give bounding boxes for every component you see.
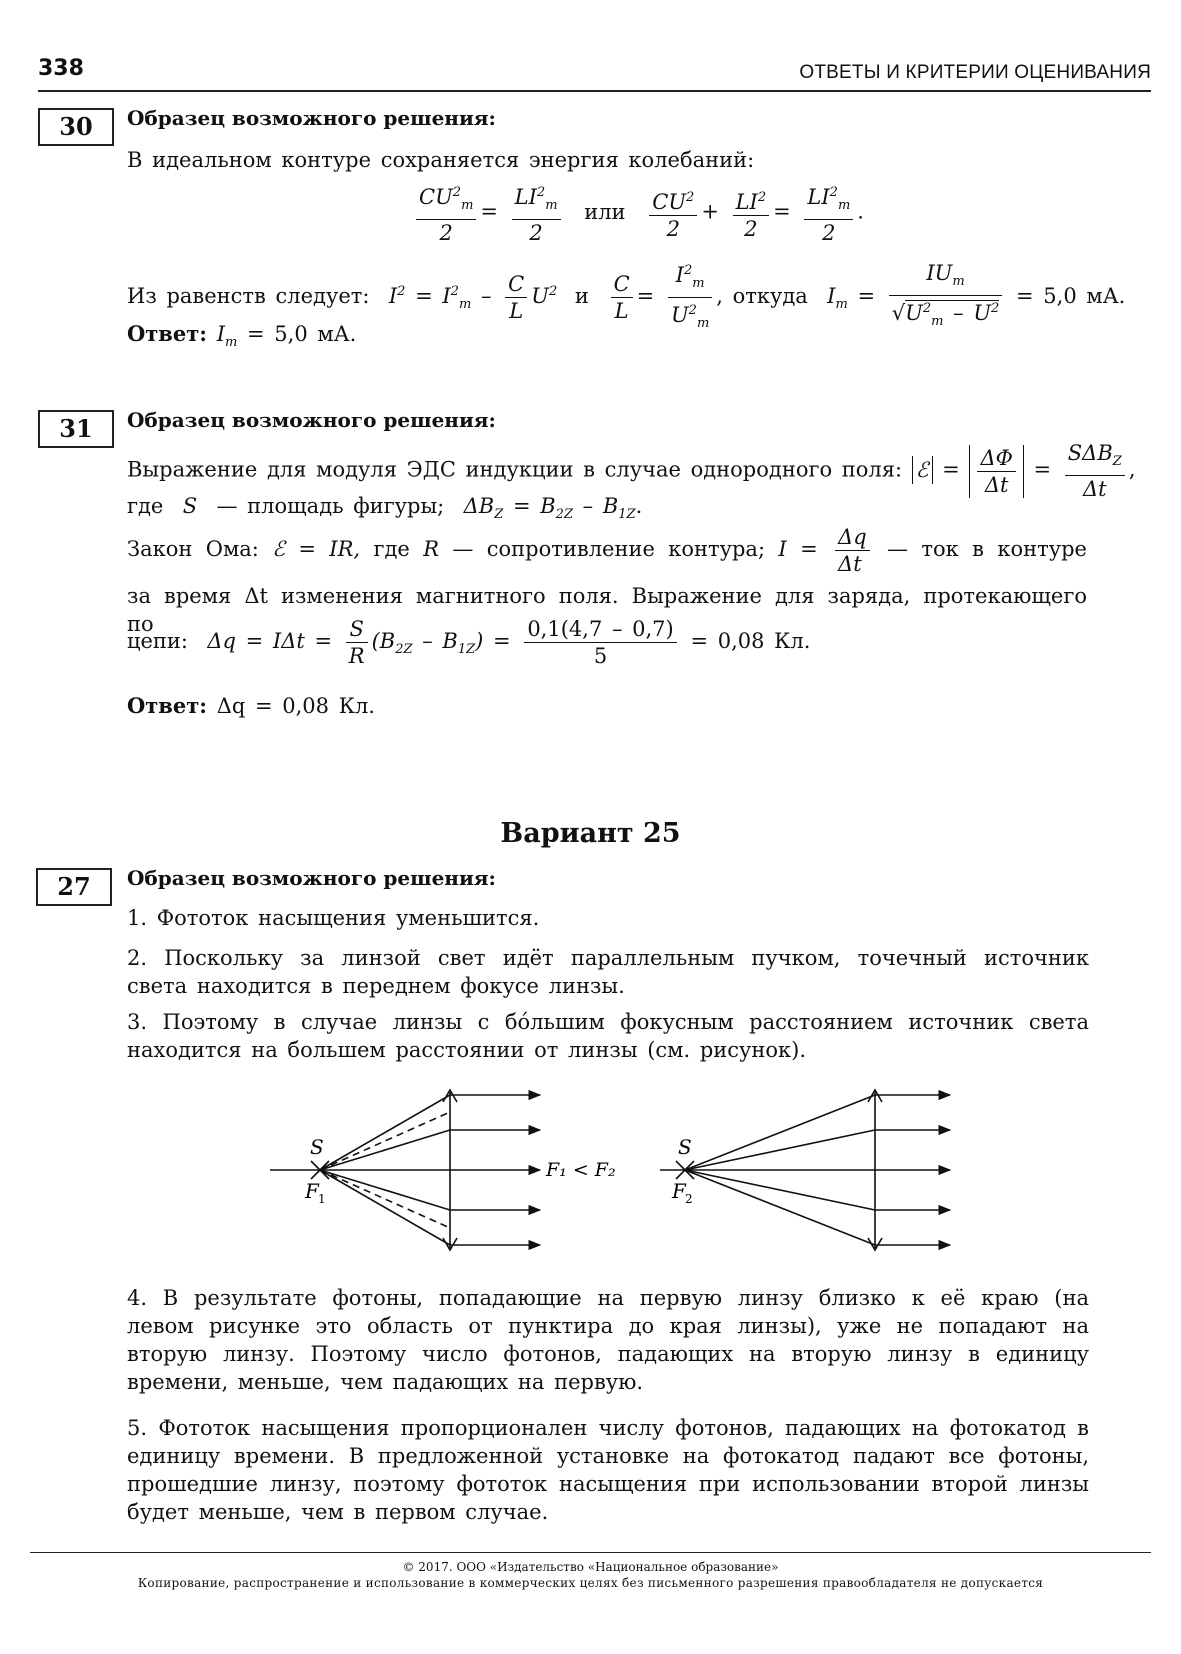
left-dashed-ray-1 <box>320 1112 450 1170</box>
q30-and: и <box>574 284 589 309</box>
q31-line2-a: где <box>127 494 164 518</box>
lens-diagram <box>250 1070 1010 1270</box>
q31-ohm-line: Закон Ома: ℰ = IR, где R — сопротивление контура; I = $\frac{\Delta q}{\Delta t}$ — ток в контуре <box>127 525 1087 576</box>
q31-ohm-a: Закон Ома: <box>127 537 259 561</box>
variant-title: Вариант 25 <box>500 818 681 849</box>
q31-ohm-c: — сопротивление контура; <box>452 537 766 561</box>
q31-ohm-d: — ток в контуре <box>887 537 1087 561</box>
q27-p5: 5. Фототок насыщения пропорционален числу фотонов, падающих на фотокатод в единицу времени. В предложенной установке на фотокатод падают все фотоны, прошедшие линзу, поэтому фототок насыщения при использовании второй линзы будет меньше, чем в первом случае. <box>127 1416 1089 1524</box>
q27-p2: 2. Поскольку за линзой свет идёт параллельным пучком, точечный источник света находится в переднем фокусе линзы. <box>127 946 1089 998</box>
q30-answer: Ответ: $I_m = 5,0$ мА. <box>127 321 357 351</box>
right-ray-1 <box>685 1095 875 1170</box>
footer-copyright: © 2017. ООО «Издательство «Национальное образование» <box>402 1560 779 1574</box>
focus-relation: F₁ < F₂ <box>546 1159 616 1181</box>
q30-heading: Образец возможного решения: <box>127 106 496 130</box>
left-ray-3 <box>320 1130 450 1170</box>
q31-line1: Выражение для модуля ЭДС индукции в случае однородного поля: <box>127 457 903 482</box>
q30-answer-label: Ответ: <box>127 321 208 346</box>
q30-or: или <box>584 199 626 224</box>
q30-result: = 5,0 мА. <box>1016 284 1126 309</box>
right-focus-sub: 2 <box>685 1192 693 1206</box>
q31-answer <box>127 692 375 720</box>
footer-rule <box>30 1552 1151 1553</box>
q31-heading: Образец возможного решения: <box>127 408 496 432</box>
q27-heading: Образец возможного решения: <box>127 866 496 890</box>
q31-answer-value: Δq = 0,08 Кл. <box>216 694 375 718</box>
question-number-27: 27 <box>36 868 112 906</box>
q31-frac-den: 5 <box>593 644 608 668</box>
q27-p3: 3. Поэтому в случае линзы с бóльшим фокусным расстоянием источник света находится на большем расстоянии от линзы (см. рисунок). <box>127 1010 1089 1062</box>
footer-notice: Копирование, распространение и использование в коммерческих целях без письменного разрешения правообладателя не допускается <box>137 1576 1044 1590</box>
q31-line5-a: цепи: <box>127 629 189 653</box>
q31-emf-line: Выражение для модуля ЭДС индукции в случае однородного поля: ℰ = $\frac{\Delta\Phi}{\Delta t}$ = $\frac{S\Delta B_Z}{\Delta t}$ , <box>127 441 1136 502</box>
page-number: 338 <box>38 56 84 81</box>
q30-intro: В идеальном контуре сохраняется энергия колебаний: <box>127 148 755 172</box>
left-dashed-ray-2 <box>320 1170 450 1228</box>
q31-ohm-b: где <box>373 537 410 561</box>
question-number-30: 30 <box>38 108 114 146</box>
q31-charge-line: цепи: Δq = IΔt = $\frac{S}{R}$ $(B_{2Z} - B_{1Z})$ = $\frac{0,1(4,7 - 0,7)}{5}$ = 0,08 Кл. <box>127 617 811 668</box>
right-ray-4 <box>685 1170 875 1245</box>
q31-frac-num: 0,1(4,7 – 0,7) <box>524 616 676 643</box>
left-ray-4 <box>320 1170 450 1210</box>
running-title: ОТВЕТЫ И КРИТЕРИИ ОЦЕНИВАНИЯ <box>799 62 1151 83</box>
left-source-label: S <box>310 1135 324 1159</box>
q31-area-line: где S — площадь фигуры; $\Delta B_Z = B_{2Z} - B_{1Z}$. <box>127 494 643 523</box>
question-number-31: 31 <box>38 410 114 448</box>
left-figure <box>270 1090 540 1250</box>
q27-p4: 4. В результате фотоны, попадающие на первую линзу близко к её краю (на левом рисунке это область от пунктира до края линзы), уже не попадают на вторую линзу. Поэтому число фотонов, падающих на вторую линзу в единицу времени, меньше, чем падающих на первую. <box>127 1286 1089 1394</box>
q30-from-text: Из равенств следует: <box>127 284 370 309</box>
right-figure <box>660 1090 950 1250</box>
right-focus-label: F <box>672 1179 686 1203</box>
right-ray-2 <box>685 1130 875 1170</box>
q31-line2-b: — площадь фигуры; <box>216 494 445 518</box>
q31-answer-label: Ответ: <box>127 693 208 718</box>
q30-energy-formula: $\frac{CU^2_m}{2}$ = $\frac{LI^2_m}{2}$ или $\frac{CU^2}{2}$ + $\frac{LI^2}{2}$ = $\frac{LI^2_m}{2}$ . <box>412 180 864 246</box>
q30-whence: , откуда <box>716 284 808 309</box>
left-focus-label: F <box>305 1179 319 1203</box>
header-rule <box>38 90 1151 92</box>
left-focus-sub: 1 <box>318 1192 326 1206</box>
q30-answer-value: = 5,0 мА. <box>247 322 357 346</box>
right-ray-3 <box>685 1170 875 1210</box>
left-ray-1 <box>320 1095 450 1170</box>
q31-line4: за время Δt изменения магнитного поля. Выражение для заряда, протекающего по <box>127 584 1087 636</box>
left-ray-2 <box>320 1170 450 1245</box>
q31-line5-result: = 0,08 Кл. <box>690 629 811 653</box>
q30-derivation: Из равенств следует: $I^2 = I^2_m$ – $\frac{C}{L}$ $U^2$ и $\frac{C}{L}$ = $\frac{I^2_m}{U^2_m}$ , откуда $I_m$ = $\frac{IU_m}{√U^2_m - U^2}$ = 5,0 мА. <box>127 258 1125 337</box>
q27-p1: 1. Фототок насыщения уменьшится. <box>127 906 540 930</box>
right-source-label: S <box>678 1135 692 1159</box>
